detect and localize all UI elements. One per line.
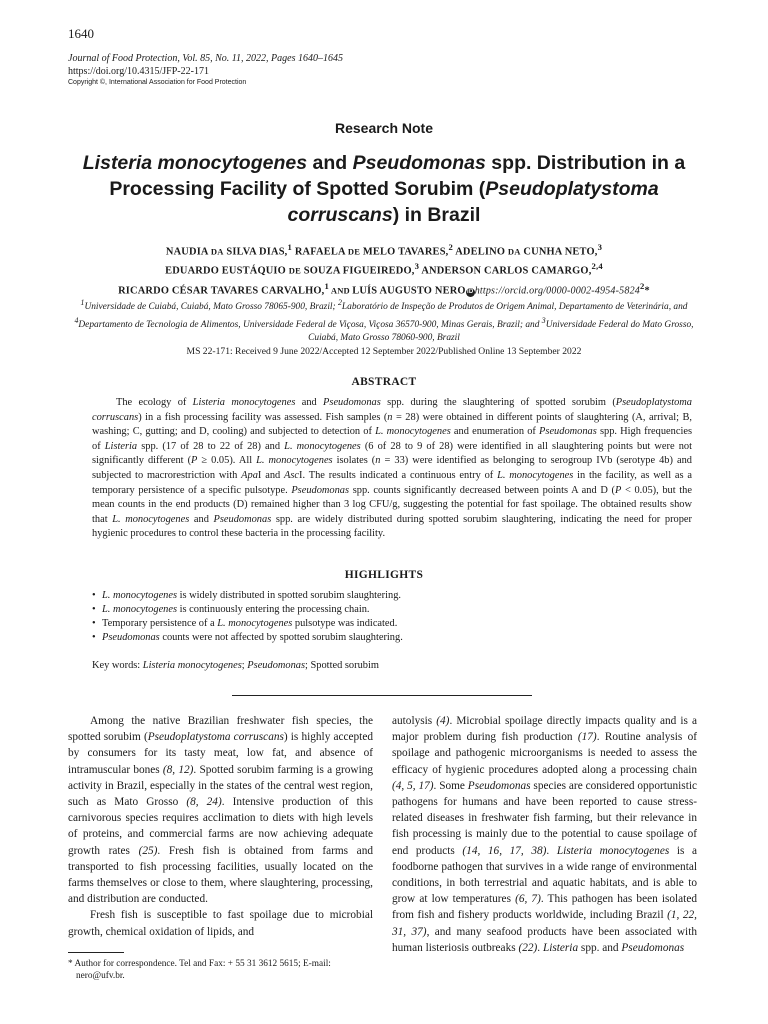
author-name: MELO TAVARES, (360, 246, 449, 258)
author-particle: DA (210, 246, 224, 257)
author-name: SILVA DIAS, (223, 246, 288, 258)
citation[interactable]: (4) (436, 715, 450, 727)
author-name: ADELINO (453, 246, 508, 258)
body-column-left (68, 713, 373, 940)
title-organism-1: Listeria monocytogenes (82, 152, 308, 174)
author-name: RAFAELA (292, 246, 348, 258)
author-name: LUÍS AUGUSTO NERO (352, 285, 466, 297)
author-name: ANDERSON CARLOS CAMARGO, (419, 265, 592, 277)
citation[interactable]: (17) (577, 731, 597, 744)
abstract-text: The ecology of Listeria monocytogenes and Pseudomonas spp. during the slaughtering of spotted sorubim (Pseudoplatystoma corruscans) in a fish processing facility was assessed. Fish samples (n = 28) were obtained in different points of slaughtering (A, arrival; B, washing; C, gutting; and D, cooling) and subjected to detection of L. monocytogenes and enumeration of Pseudomonas spp. High frequencies of Listeria spp. (17 of 28 to 22 of 28) and L. monocytogenes (6 of 28 to 9 of 28) were identified in all slaughtering points but were not significantly different (P ≥ 0.05). All L. monocytogenes isolates (n = 33) were identified as belonging to serogroup IVb (serotype 4b) and subjected to macrorestriction with ApaI and AscI. The results indicated a continuous entry of L. monocytogenes in the facility, as well as a temporary persistence of a specific pulsotype. Pseudomonas spp. counts significantly decreased between points A and D (P < 0.05), but the mean counts in the end products (D) remained higher than 3 log CFU/g, suggesting the potential for fast spoilage. The obtained results show that L. monocytogenes and Pseudomonas spp. are widely distributed during spotted sorubim slaughtering, indicating the need for proper hygienic procedures to control these bacteria in the processing facility. (92, 397, 693, 540)
affiliation-text: Laboratório de Inspeção de Produtos de Origem Animal, Departamento de Veterinária, and (341, 302, 688, 313)
citation[interactable]: (8, 12) (162, 763, 194, 776)
citation[interactable]: (22) (518, 941, 538, 954)
author-particle: DE (288, 265, 301, 276)
author-line-2 (60, 259, 708, 278)
citation[interactable]: (1, 22, 31, 37) (392, 909, 697, 938)
author-particle: DE (347, 246, 361, 257)
citation[interactable]: (8, 24) (186, 796, 222, 809)
keyword: Listeria monocytogenes (142, 660, 242, 671)
keywords: Key words: Listeria monocytogenes; Pseudomonas; Spotted sorubim (92, 660, 379, 671)
highlight-item: • Temporary persistence of a L. monocytogenes pulsotype was indicated. (92, 617, 403, 631)
affiliation-marker: 2 (639, 280, 645, 291)
author-name: EDUARDO EUSTÁQUIO (165, 265, 289, 277)
body-column-right (392, 713, 697, 956)
body-paragraph: Fresh fish is susceptible to fast spoilage due to microbial growth, chemical oxidation of lipids, and (68, 909, 373, 938)
affiliation-marker: 1 (80, 298, 85, 307)
title-text: spp. Distribution in a Processing Facility of Spotted Sorubim ( (109, 152, 686, 200)
title-organism-3: Pseudoplatystoma corruscans (287, 178, 659, 226)
affiliation-text: Universidade Federal do Mato Grosso, Cuiabá, Mato Grosso 78060-900, Brazil (308, 320, 694, 344)
affiliation-marker: 1 (324, 280, 329, 291)
footnote-text: * Author for correspondence. Tel and Fax: + 55 31 3612 5615; E-mail: (68, 959, 331, 969)
citation[interactable]: (25) (138, 844, 158, 857)
doi-link[interactable]: https://doi.org/10.4315/JFP-22-171 (68, 66, 209, 77)
highlight-item: • L. monocytogenes is widely distributed in spotted sorubim slaughtering. (92, 589, 403, 603)
affiliation-marker: 3 (414, 261, 420, 272)
orcid-icon[interactable]: iD (467, 289, 474, 296)
affiliation-text: Departamento de Tecnologia de Alimentos, Universidade Federal de Viçosa, Viçosa 36570-900, Minas Gerais, Brazil; and (78, 320, 542, 331)
affiliation-marker: 2 (338, 298, 342, 307)
affiliation-marker: 3 (541, 316, 546, 326)
highlight-item: • Pseudomonas counts were not affected by spotted sorubim slaughtering. (92, 631, 403, 645)
affiliation-marker: 2,4 (591, 261, 603, 272)
highlights-heading: HIGHLIGHTS (344, 569, 424, 581)
author-list (60, 240, 708, 298)
title-organism-2: Pseudomonas (352, 152, 486, 174)
highlight-item: • L. monocytogenes is continuously entering the processing chain. (92, 603, 403, 617)
keywords-label: Key words: (92, 660, 143, 671)
article-title (80, 150, 688, 228)
author-name: SOUZA FIGUEIREDO, (300, 265, 415, 277)
citation[interactable]: (14, 16, 17, 38) (462, 844, 547, 857)
manuscript-history: MS 22-171: Received 9 June 2022/Accepted 12 September 2022/Published Online 13 September 2022 (186, 346, 582, 357)
page-number: 1640 (68, 26, 94, 41)
footnote-email[interactable]: nero@ufv.br. (76, 971, 125, 981)
highlights-list (92, 589, 403, 645)
author-name: RICARDO CÉSAR TAVARES CARVALHO, (118, 285, 325, 297)
corresponding-marker: * (644, 285, 650, 297)
copyright-notice: Copyright ©, International Association for Food Protection (68, 79, 247, 86)
keyword: Pseudomonas (247, 660, 306, 671)
author-line-1 (60, 240, 708, 259)
affiliation-text: Universidade de Cuiabá, Cuiabá, Mato Grosso 78065-900, Brazil; (84, 302, 338, 313)
author-conjunction: AND (329, 285, 353, 296)
body-paragraph: Among the native Brazilian freshwater fish species, the spotted sorubim (Pseudoplatystoma corruscans) is highly accepted by consumers for its tasty meat, low fat, and absence of intramuscular bones (8, 12). Spotted sorubim farming is a growing activity in Brazil, especially in the states of the central west region, such as Mato Grosso (8, 24). Intensive production of this carnivorous species requires acclimation to diets with high levels of proteins, and commercial farms are now achieving adequate growth rates (25). Fresh fish is obtained from farms and transported to fish processing facilities, usually located on the farms themselves or close to them, where slaughtering, processing, and distribution are conducted. (68, 715, 373, 906)
affiliation-marker: 3 (597, 242, 603, 252)
body-paragraph: autolysis (4). Microbial spoilage directly impacts quality and is a major problem during fish production (17). Routine analysis of spoilage and pathogenic microorganisms is needed to assess the efficacy of hygienic procedures adopted along a processing chain (4, 5, 17). Some Pseudomonas species are considered opportunistic pathogens for humans and have been reported to cause stress-related diseases in freshwater fish farming, but their relevance in fish processing is mainly due to the potential to cause spoilage of end products (14, 16, 17, 38). Listeria monocytogenes is a foodborne pathogen that survives in a wide range of environmental conditions, in both terrestrial and aquatic habitats, and is able to grow at low temperatures (6, 7). This pathogen has been isolated from fish and fishery products worldwide, including Brazil (1, 22, 31, 37), and many seafood products have been associated with human listeriosis outbreaks (22). Listeria spp. and Pseudomonas (392, 715, 697, 954)
title-text: and (307, 152, 353, 174)
section-label: Research Note (334, 120, 434, 136)
orcid-link[interactable]: https://orcid.org/0000-0002-4954-5824 (474, 285, 640, 297)
abstract-heading: ABSTRACT (351, 376, 417, 388)
title-text: ) in Brazil (392, 204, 481, 226)
author-particle: DA (507, 246, 521, 257)
section-divider (232, 695, 532, 696)
affiliation-marker: 1 (287, 242, 293, 252)
author-name: NAUDIA (165, 246, 211, 258)
author-name: CUNHA NETO, (520, 246, 598, 258)
citation[interactable]: (6, 7) (515, 893, 541, 906)
affiliation-marker: 2 (448, 242, 453, 252)
footnote-divider (68, 952, 124, 953)
affiliation-marker: 4 (74, 316, 79, 326)
affiliations (68, 296, 700, 345)
journal-citation: Journal of Food Protection, Vol. 85, No. 11, 2022, Pages 1640–1645 (68, 53, 343, 64)
correspondence-footnote (68, 958, 373, 982)
citation[interactable]: (4, 5, 17) (392, 779, 434, 792)
